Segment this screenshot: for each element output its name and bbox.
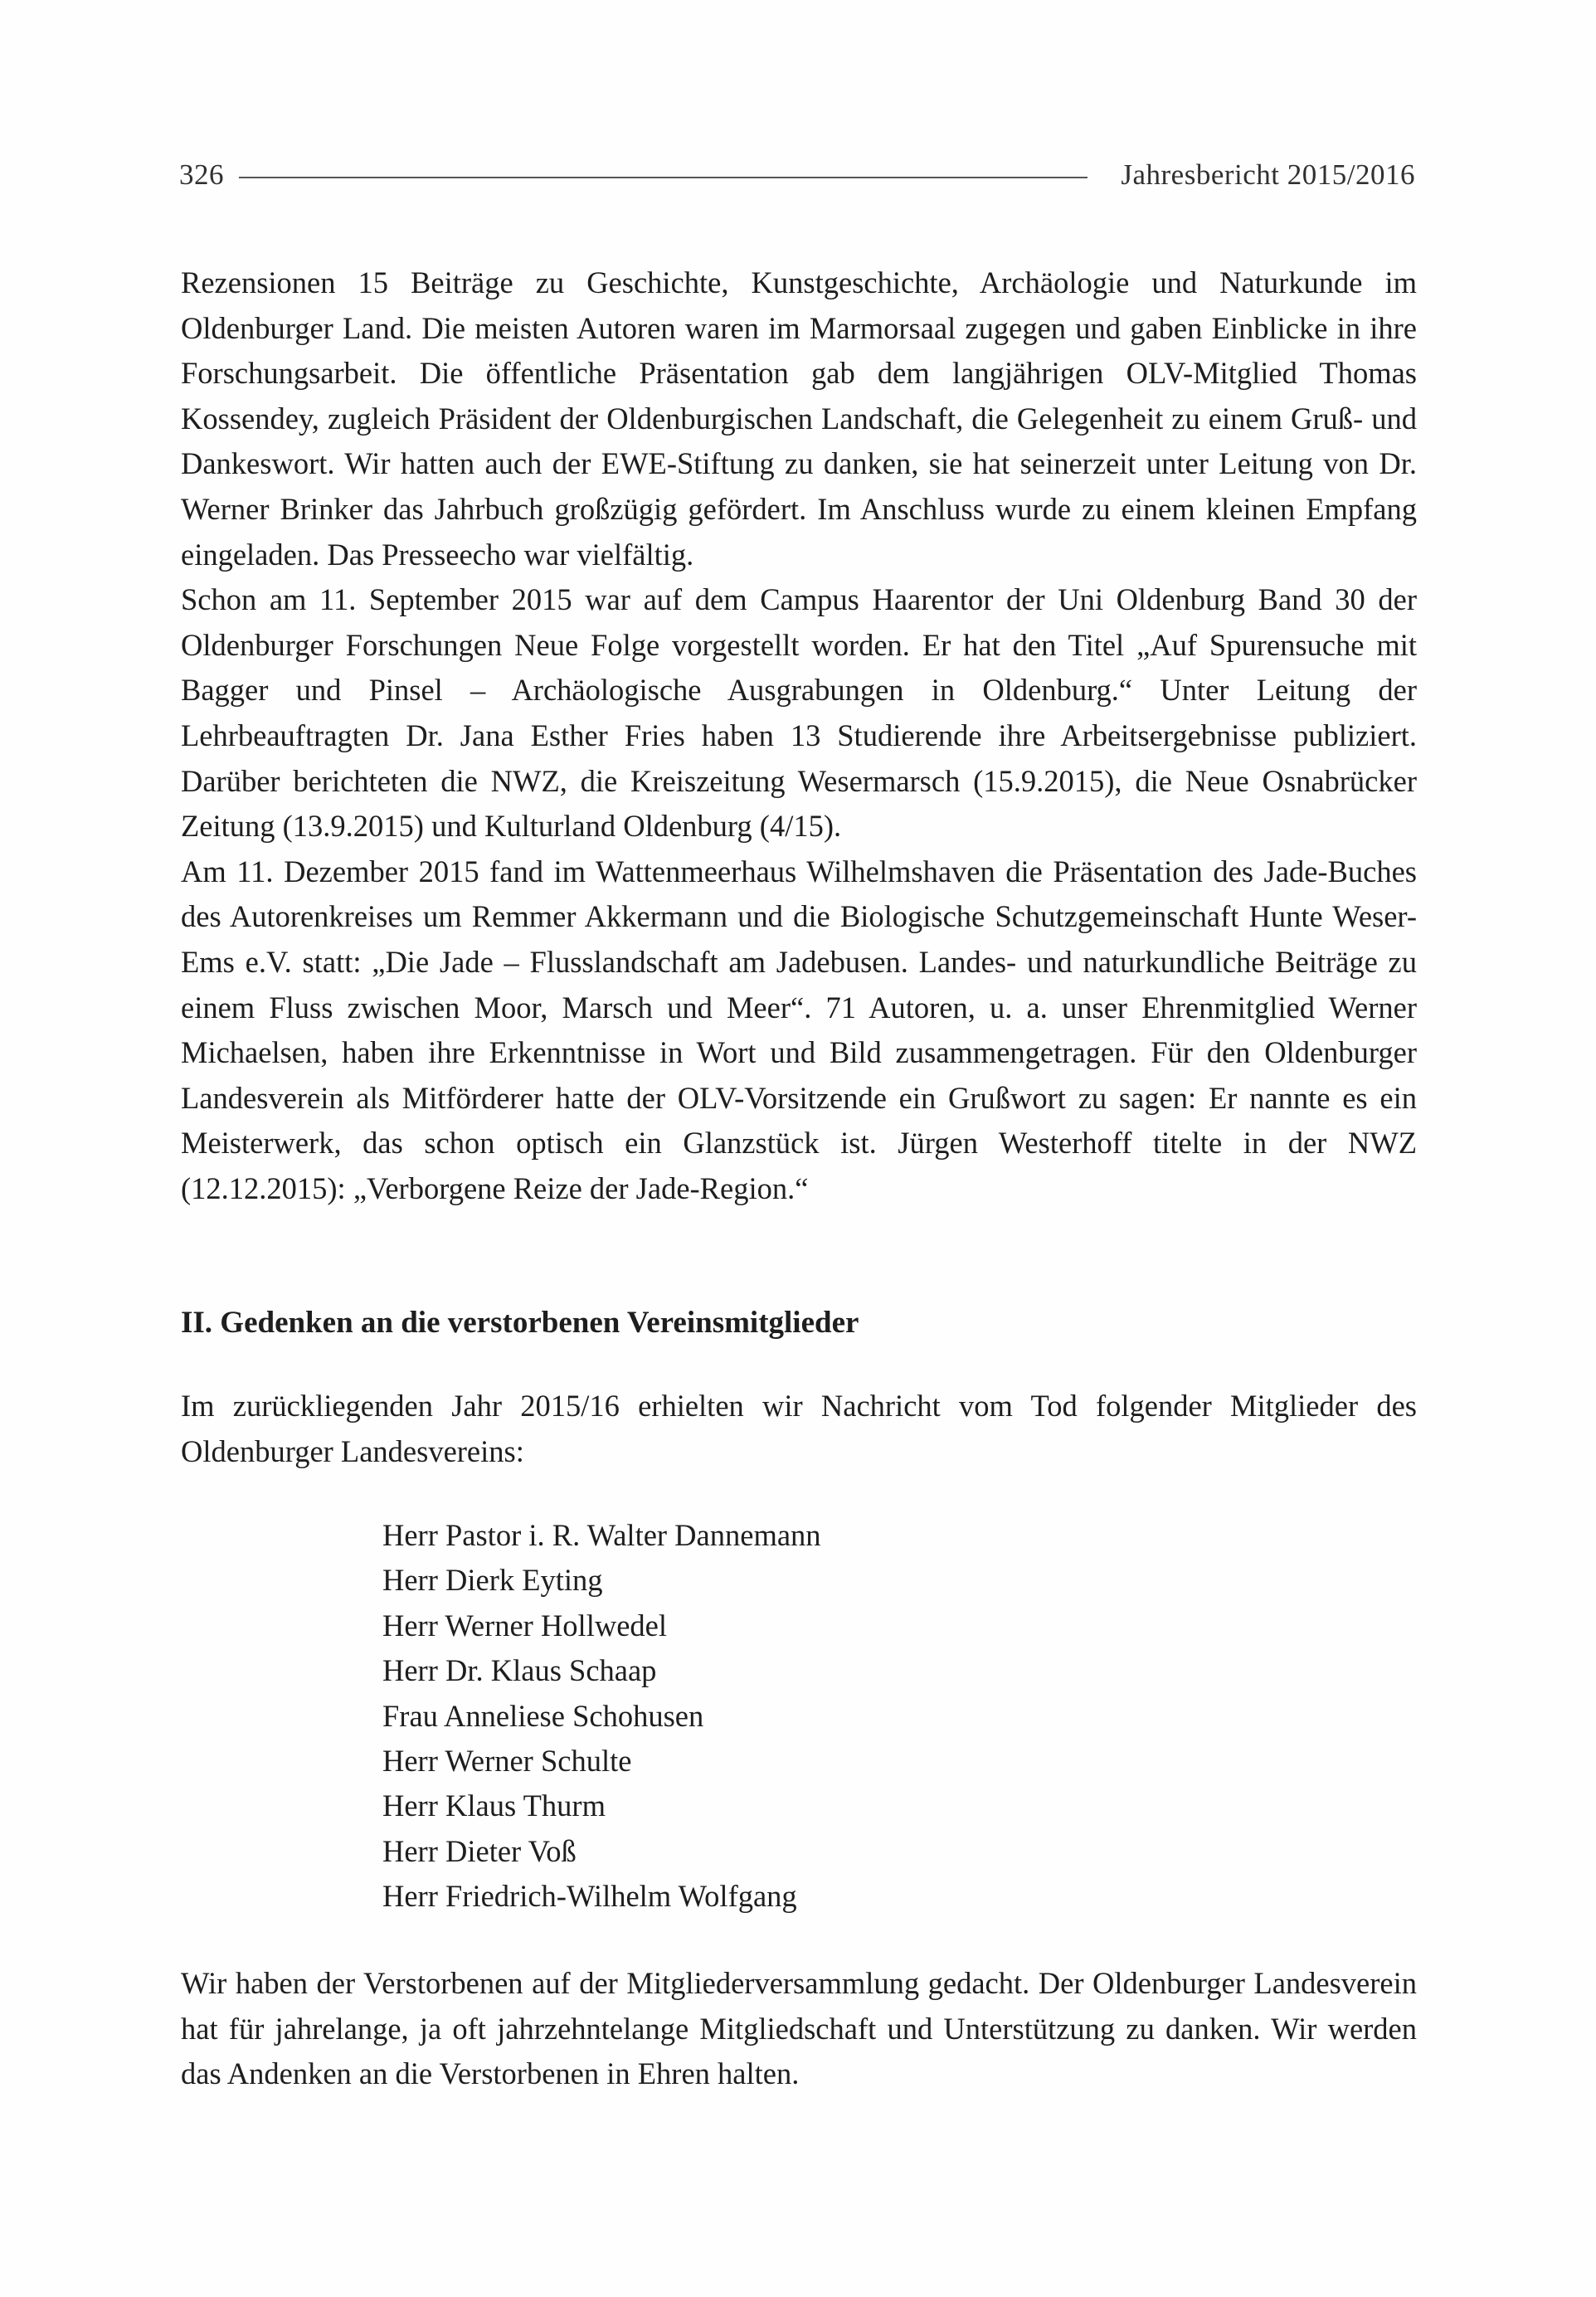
- header-rule: [239, 177, 1088, 178]
- list-item: Herr Dierk Eyting: [382, 1563, 603, 1598]
- page-header: [179, 154, 1415, 196]
- list-item: Herr Friedrich-Wilhelm Wolfgang: [382, 1879, 797, 1914]
- list-item: Herr Werner Schulte: [382, 1744, 632, 1779]
- list-item: Herr Pastor i. R. Walter Dannemann: [382, 1518, 821, 1552]
- section-intro: Im zurückliegenden Jahr 2015/16 erhielten wir Nachricht vom Tod folgender Mitglieder des Oldenburger Landesvereins:: [181, 1389, 1417, 1468]
- list-item: Herr Dieter Voß: [382, 1833, 577, 1868]
- list-item: Herr Werner Hollwedel: [382, 1608, 667, 1642]
- closing-paragraph: Wir haben der Verstorbenen auf der Mitgliederversammlung gedacht. Der Oldenburger Landesverein hat für jahrelange, ja oft jahrzehntelange Mitgliedschaft und Unterstützung zu danken. Wir werden das Andenken an die Verstorbenen in Ehren halten.: [181, 1966, 1417, 2091]
- list-item: Herr Klaus Thurm: [382, 1788, 606, 1823]
- section-heading: II. Gedenken an die verstorbenen Vereinsmitglieder: [181, 1306, 859, 1340]
- running-title: Jahresbericht 2015/2016: [1121, 158, 1415, 191]
- body-text-top: [181, 260, 1417, 1211]
- paragraph-jade-book: Am 11. Dezember 2015 fand im Wattenmeerhaus Wilhelmshaven die Präsentation des Jade-Buches des Autorenkreises um Remmer Akkermann und die Biologische Schutzgemeinschaft Hunte Weser-Ems e.V. statt: „Die Jade – Flusslandschaft am Jadebusen. Landes- und naturkundliche Beiträge zu einem Fluss zwischen Moor, Marsch und Meer“. 71 Autoren, u. a. unser Ehrenmitglied Werner Michaelsen, haben ihre Erkenntnisse in Wort und Bild zusammengetragen. Für den Oldenburger Landesverein als Mitförderer hatte der OLV-Vorsitzende ein Grußwort zu sagen: Er nannte es ein Meisterwerk, das schon optisch ein Glanzstück ist. Jürgen Westerhoff titelte in der NWZ (12.12.2015): „Verborgene Reize der Jade-Region.“: [181, 854, 1417, 1205]
- paragraph-archaeology-volume: Schon am 11. September 2015 war auf dem Campus Haarentor der Uni Oldenburg Band 30 der Oldenburger Forschungen Neue Folge vorgestellt worden. Er hat den Titel „Auf Spurensuche mit Bagger und Pinsel – Archäologische Ausgrabungen in Oldenburg.“ Unter Leitung der Lehrbeauftragten Dr. Jana Esther Fries haben 13 Studierende ihre Arbeitsergebnisse publiziert. Darüber berichteten die NWZ, die Kreiszeitung Wesermarsch (15.9.2015), die Neue Osnabrücker Zeitung (13.9.2015) und Kulturland Oldenburg (4/15).: [181, 582, 1417, 844]
- page-number: 326: [179, 158, 224, 191]
- deceased-members-list: [382, 1513, 821, 1920]
- list-item: Frau Anneliese Schohusen: [382, 1698, 704, 1733]
- list-item: Herr Dr. Klaus Schaap: [382, 1653, 657, 1688]
- paragraph-review-presentation: Rezensionen 15 Beiträge zu Geschichte, Kunstgeschichte, Archäologie und Naturkunde im Oldenburger Land. Die meisten Autoren waren im Marmorsaal zugegen und gaben Einblicke in ihre Forschungsarbeit. Die öffentliche Präsentation gab dem langjährigen OLV-Mitglied Thomas Kossendey, zugleich Präsident der Oldenburgischen Landschaft, die Gelegenheit zu einem Gruß- und Dankeswort. Wir hatten auch der EWE-Stiftung zu danken, sie hat seinerzeit unter Leitung von Dr. Werner Brinker das Jahrbuch großzügig gefördert. Im Anschluss wurde zu einem kleinen Empfang eingeladen. Das Presseecho war vielfältig.: [181, 265, 1417, 572]
